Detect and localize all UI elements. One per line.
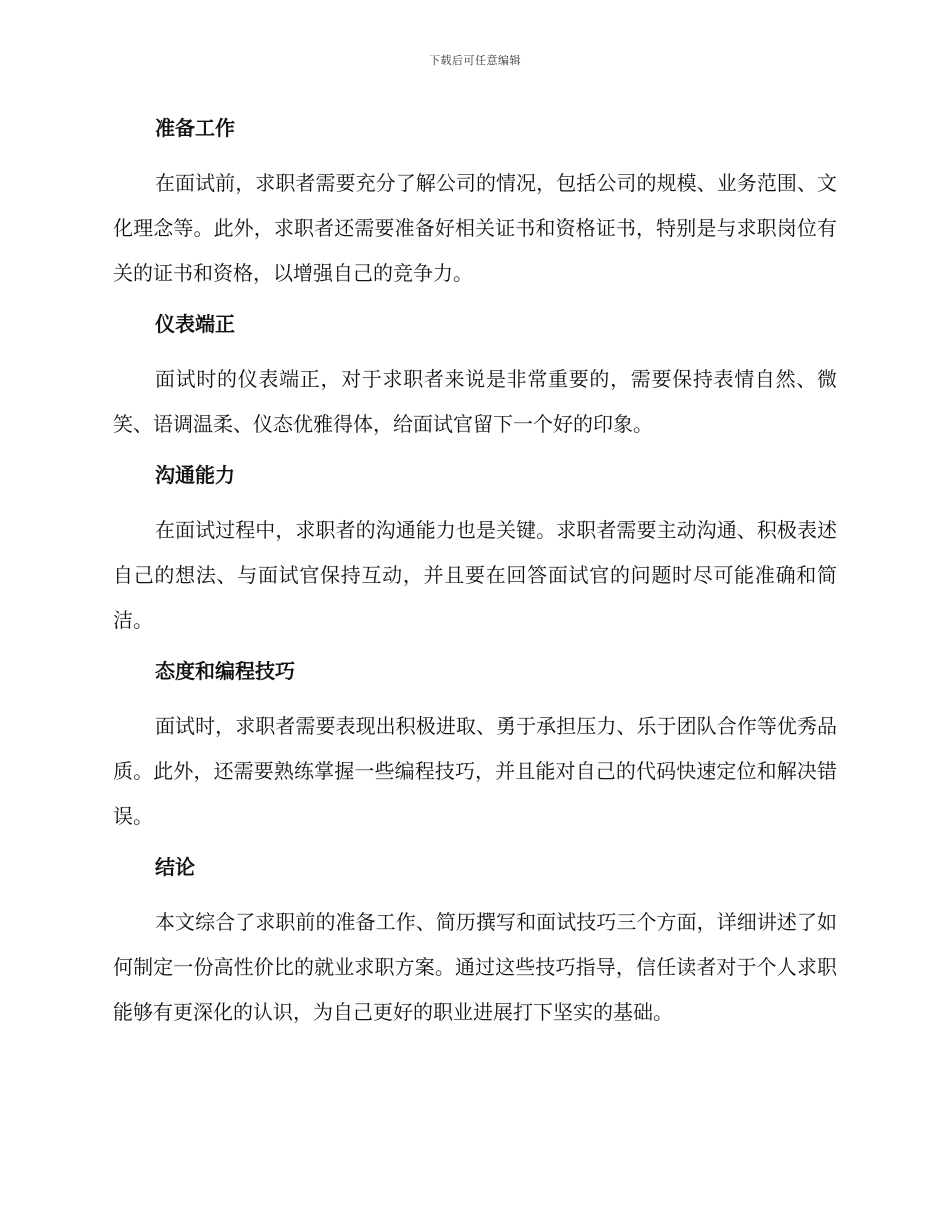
section-heading-conclusion: 结论 [155, 855, 195, 879]
section-body-appearance: 面试时的仪表端正，对于求职者来说是非常重要的，需要保持表情自然、微笑、语调温柔、仪态优雅得体，给面试官留下一个好的印象。 [113, 367, 837, 436]
section-body-attitude-programming: 面试时，求职者需要表现出积极进取、勇于承担压力、乐于团队合作等优秀品质。此外，还需要熟练掌握一些编程技巧，并且能对自己的代码快速定位和解决错误。 [113, 714, 837, 828]
section-body-preparation: 在面试前，求职者需要充分了解公司的情况，包括公司的规模、业务范围、文化理念等。此外，求职者还需要准备好相关证书和资格证书，特别是与求职岗位有关的证书和资格，以增强自己的竞争力。 [113, 171, 837, 285]
section-heading-attitude-programming: 态度和编程技巧 [155, 659, 295, 683]
header-note: 下载后可任意编辑 [429, 54, 521, 67]
document-content [113, 110, 837, 1035]
section-heading-communication: 沟通能力 [155, 463, 235, 487]
section-heading-appearance: 仪表端正 [155, 312, 235, 336]
section-heading-preparation: 准备工作 [155, 116, 235, 140]
section-body-communication: 在面试过程中，求职者的沟通能力也是关键。求职者需要主动沟通、积极表述自己的想法、与面试官保持互动，并且要在回答面试官的问题时尽可能准确和简洁。 [113, 518, 837, 632]
section-body-conclusion: 本文综合了求职前的准备工作、简历撰写和面试技巧三个方面，详细讲述了如何制定一份高性价比的就业求职方案。通过这些技巧指导，信任读者对于个人求职能够有更深化的认识，为自己更好的职业进展打下坚实的基础。 [113, 910, 837, 1024]
